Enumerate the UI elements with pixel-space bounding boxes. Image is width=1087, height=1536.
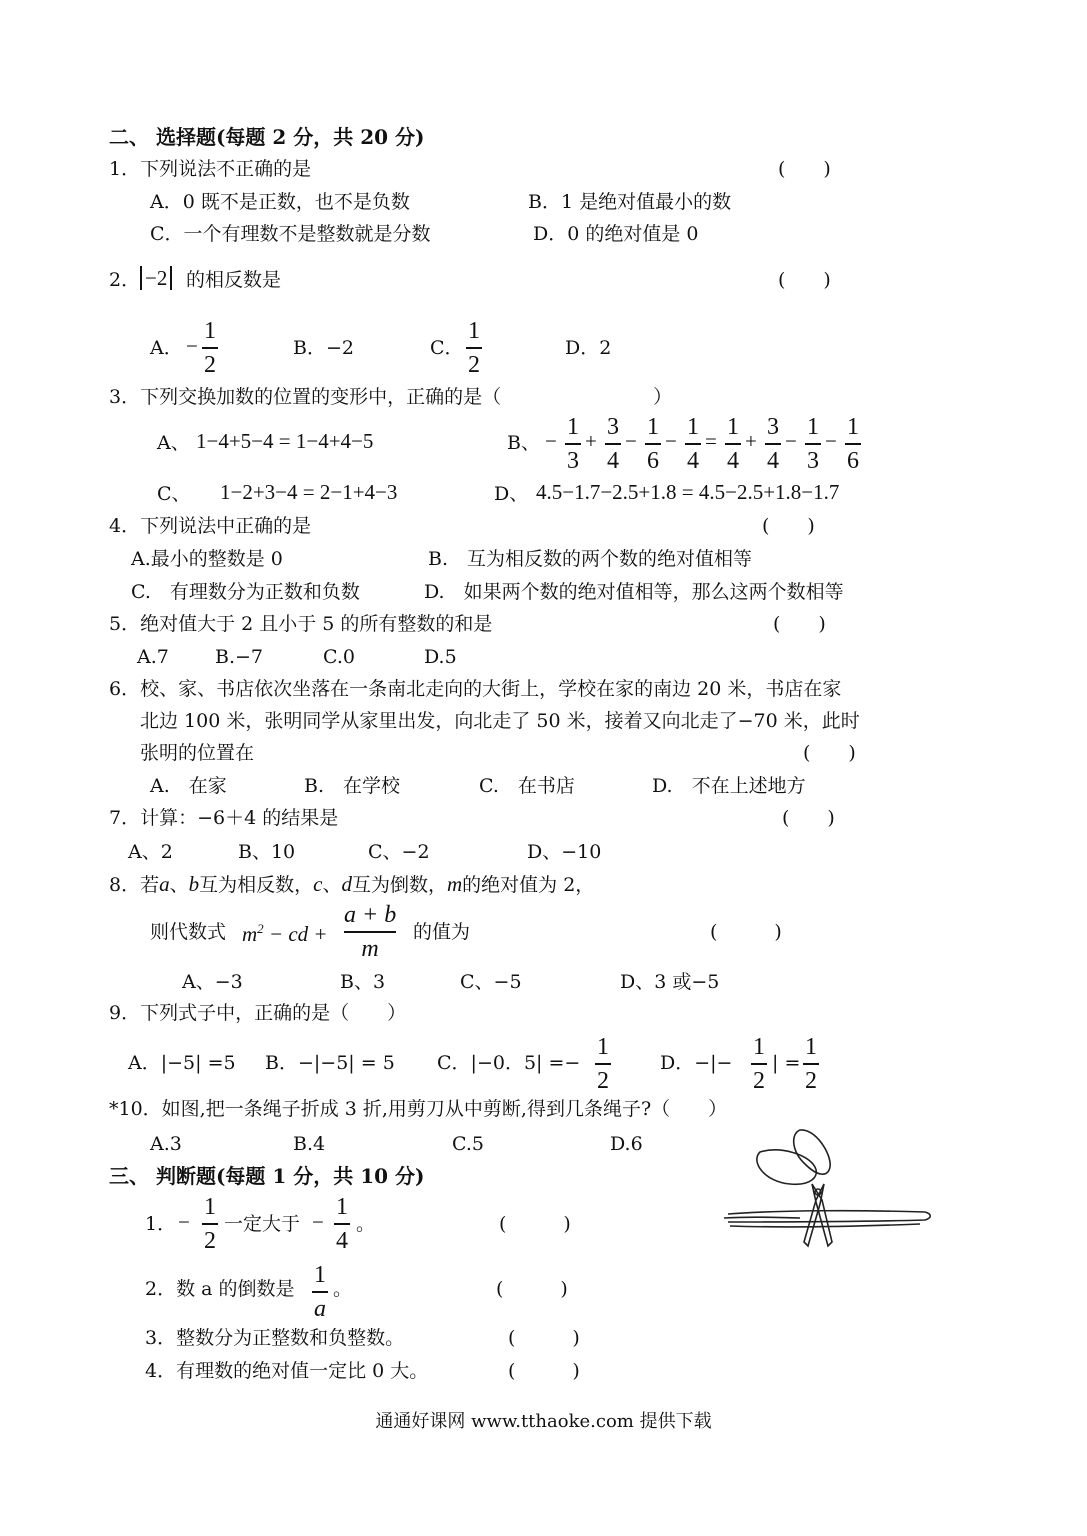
q2-answer-paren: ( ) <box>778 269 831 291</box>
q2-abs-value: −2 <box>140 266 172 290</box>
q6-stem-line3: 张明的位置在 <box>140 742 255 764</box>
q4-answer-paren: ( ) <box>762 515 815 537</box>
j4-text: 4．有理数的绝对值一定比 0 大。 <box>145 1360 429 1382</box>
section-title-choice: 二、 选择题(每题 2 分，共 20 分) <box>109 125 425 149</box>
q3-option-b-fraction: 1 4 <box>687 414 699 474</box>
q5-answer-paren: ( ) <box>773 613 826 635</box>
q2-option-d: D．2 <box>565 337 612 359</box>
q6-option-c: C. 在书店 <box>479 775 575 797</box>
q2-number: 2． <box>109 269 141 291</box>
q4-option-a: A.最小的整数是 0 <box>131 548 283 570</box>
q8-expression-suffix: 的值为 <box>413 921 471 943</box>
q3-option-d-expr: 4.5−1.7−2.5+1.8 = 4.5−2.5+1.8−1.7 <box>536 480 840 504</box>
q3-option-b-operator: = <box>705 429 717 453</box>
q7-answer-paren: ( ) <box>782 807 835 829</box>
q2-option-a-fraction: 1 2 <box>204 318 216 378</box>
j1-end: 。 <box>356 1213 376 1235</box>
j2-answer-paren: ( ) <box>496 1278 568 1300</box>
q9-option-d: D．−|− <box>660 1052 733 1074</box>
j2-fraction: 1 a <box>314 1262 326 1322</box>
q5-option-a: A.7 <box>137 646 169 668</box>
q8-option-d: D、3 或−5 <box>620 971 720 993</box>
q3-option-b-label: B、 <box>507 432 540 454</box>
q3-option-b-operator: − <box>665 429 677 453</box>
q10-option-b: B.4 <box>293 1133 326 1155</box>
q3-option-b-fraction: 1 6 <box>647 414 659 474</box>
q9-option-d-mid: | = <box>772 1052 801 1074</box>
q5-stem: 5．绝对值大于 2 且小于 5 的所有整数的和是 <box>109 613 493 635</box>
j4-answer-paren: ( ) <box>508 1360 580 1382</box>
q4-option-d: D. 如果两个数的绝对值相等，那么这两个数相等 <box>424 581 844 603</box>
q3-option-c-expr: 1−2+3−4 = 2−1+4−3 <box>220 480 398 504</box>
q10-option-a: A.3 <box>150 1133 182 1155</box>
q2-option-b: B．−2 <box>293 337 354 359</box>
q3-option-b-operator: − <box>825 429 837 453</box>
q2-option-c-fraction: 1 2 <box>468 318 480 378</box>
q8-expression-fraction: a + b m <box>344 902 397 962</box>
q3-option-d-label: D、 <box>494 483 529 505</box>
q7-option-a: A、2 <box>128 841 173 863</box>
q3-option-b-operator: + <box>585 429 597 453</box>
q3-option-b-fraction: 1 3 <box>807 414 819 474</box>
j3-answer-paren: ( ) <box>508 1327 580 1349</box>
q3-option-b-fraction: 3 4 <box>767 414 779 474</box>
j1-answer-paren: ( ) <box>499 1213 571 1235</box>
q9-option-d-fraction-1: 1 2 <box>753 1034 765 1094</box>
q9-stem: 9．下列式子中，正确的是（ ） <box>109 1002 407 1024</box>
q8-option-b: B、3 <box>340 971 386 993</box>
q3-option-b-fraction: 3 4 <box>607 414 619 474</box>
q3-option-a-label: A、 <box>157 432 190 454</box>
q7-option-d: D、−10 <box>527 841 602 863</box>
scissors-rope-icon <box>720 1122 940 1262</box>
q3-option-b-fraction: 1 6 <box>847 414 859 474</box>
q8-expression-prefix: 则代数式 <box>150 921 227 943</box>
q8-answer-paren: ( ) <box>710 921 782 943</box>
section-title-judgement: 三、 判断题(每题 1 分，共 10 分) <box>109 1164 425 1188</box>
q9-option-c: C．|−0．5| =− <box>437 1052 581 1074</box>
q10-option-c: C.5 <box>452 1133 484 1155</box>
q4-option-c: C. 有理数分为正数和负数 <box>131 581 360 603</box>
j1-text: 一定大于 <box>224 1213 301 1235</box>
q3-option-b-fraction: 1 4 <box>727 414 739 474</box>
q8-option-c: C、−5 <box>460 971 522 993</box>
q9-option-a: A．|−5| =5 <box>128 1052 236 1074</box>
q8-stem: 8．若a、b互为相反数，c、d互为倒数，m的绝对值为 2， <box>109 872 595 896</box>
q5-option-c: C.0 <box>323 646 355 668</box>
q10-option-d: D.6 <box>610 1133 643 1155</box>
q1-option-b: B．1 是绝对值最小的数 <box>528 191 732 213</box>
q3-option-a-expr: 1−4+5−4 = 1−4+4−5 <box>196 429 374 453</box>
j1-fraction-2: 1 4 <box>336 1194 348 1254</box>
q10-stem: *10．如图,把一条绳子折成 3 折,用剪刀从中剪断,得到几条绳子?（ ） <box>109 1098 728 1120</box>
q3-option-b-operator: − <box>625 429 637 453</box>
q3-option-b-operator: + <box>745 429 757 453</box>
q6-answer-paren: ( ) <box>803 742 856 764</box>
j1-sign-2: − <box>312 1210 324 1234</box>
q7-option-b: B、10 <box>238 841 296 863</box>
q4-stem: 4．下列说法中正确的是 <box>109 515 312 537</box>
j1-fraction-1: 1 2 <box>204 1194 216 1254</box>
q6-stem-line1: 6．校、家、书店依次坐落在一条南北走向的大街上，学校在家的南边 20 米，书店在家 <box>109 678 842 700</box>
q1-answer-paren: ( ) <box>778 158 831 180</box>
q3-option-b-operator: − <box>545 429 557 453</box>
q9-option-d-fraction-2: 1 2 <box>805 1034 817 1094</box>
j3-text: 3．整数分为正整数和负整数。 <box>145 1327 405 1349</box>
q1-option-a: A．0 既不是正数，也不是负数 <box>150 191 410 213</box>
q5-option-d: D.5 <box>424 646 457 668</box>
q2-option-a-label: A． <box>150 337 183 359</box>
q6-option-d: D. 不在上述地方 <box>652 775 806 797</box>
q3-stem: 3．下列交换加数的位置的变形中，正确的是（ ） <box>109 386 673 408</box>
q6-option-a: A. 在家 <box>150 775 227 797</box>
q4-option-b: B. 互为相反数的两个数的绝对值相等 <box>428 548 753 570</box>
q1-option-c: C．一个有理数不是整数就是分数 <box>150 223 431 245</box>
q3-option-b-fraction: 1 3 <box>567 414 579 474</box>
q6-option-b: B. 在学校 <box>304 775 401 797</box>
q8-expression: $m^2$ − cd + <box>242 921 328 946</box>
j1-number: 1． <box>145 1213 177 1235</box>
q3-option-c-label: C、 <box>157 483 191 505</box>
q2-option-a-sign: − <box>186 334 198 358</box>
j2-text: 2．数 a 的倒数是 <box>145 1278 295 1300</box>
page-footer: 通通好课网 www.tthaoke.com 提供下载 <box>375 1411 712 1432</box>
j2-end: 。 <box>333 1278 353 1300</box>
q1-stem: 1．下列说法不正确的是 <box>109 158 312 180</box>
q9-option-b: B．−|−5| = 5 <box>265 1052 395 1074</box>
q8-option-a: A、−3 <box>182 971 243 993</box>
q2-option-c-label: C． <box>430 337 464 359</box>
q9-option-c-fraction: 1 2 <box>597 1034 609 1094</box>
q7-stem: 7．计算：−6＋4 的结果是 <box>109 807 339 829</box>
q5-option-b: B.−7 <box>215 646 264 668</box>
q6-stem-line2: 北边 100 米，张明同学从家里出发，向北走了 50 米，接着又向北走了−70 米，此时 <box>140 710 860 732</box>
q2-stem: 的相反数是 <box>186 269 282 291</box>
q3-option-b-operator: − <box>785 429 797 453</box>
q7-option-c: C、−2 <box>368 841 430 863</box>
j1-sign-1: − <box>178 1210 190 1234</box>
q1-option-d: D．0 的绝对值是 0 <box>533 223 699 245</box>
